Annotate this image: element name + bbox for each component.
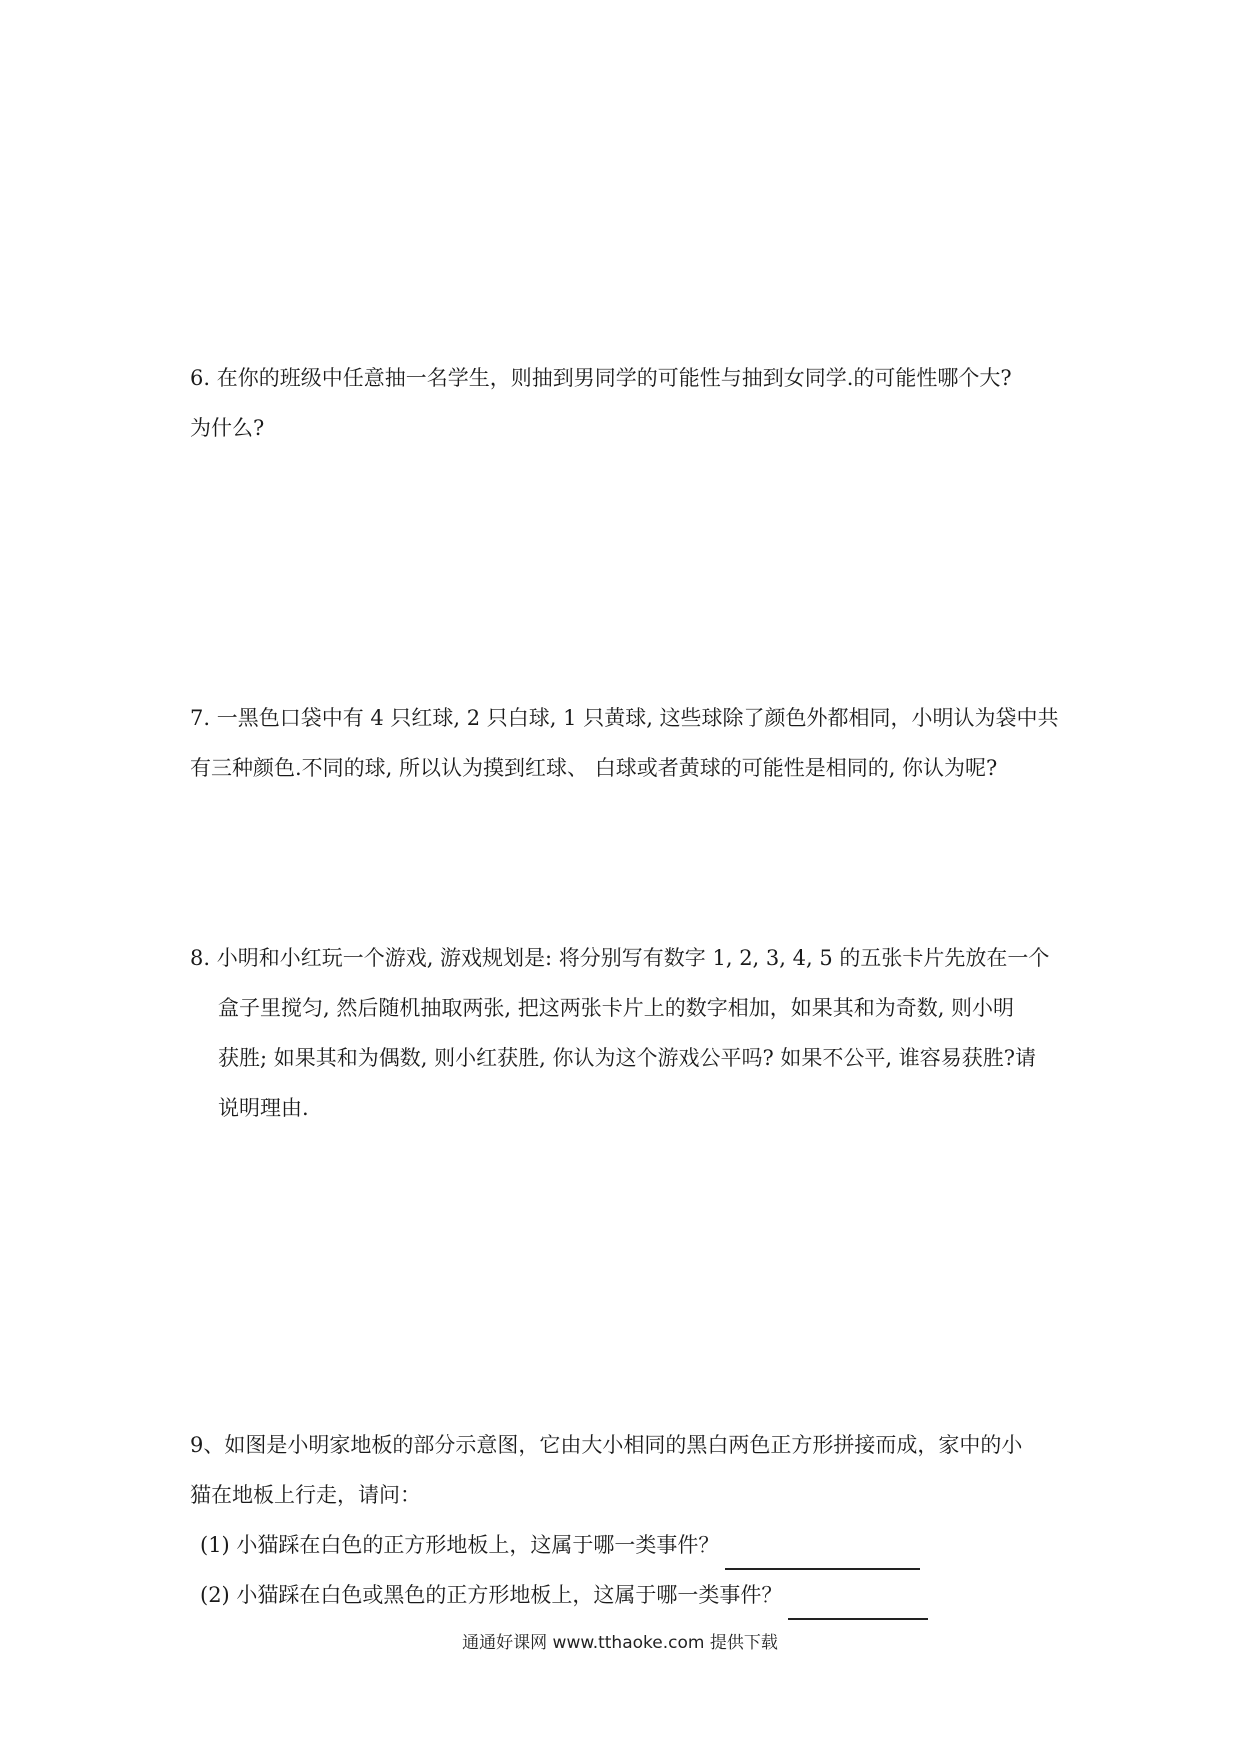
question-8-line-3: 获胜; 如果其和为偶数, 则小红获胜, 你认为这个游戏公平吗? 如果不公平, 谁容易获胜?请 <box>218 1046 1036 1070</box>
question-8-line-4: 说明理由. <box>218 1096 309 1120</box>
question-7-line-2: 有三种颜色.不同的球, 所以认为摸到红球、 白球或者黄球的可能性是相同的, 你认为呢? <box>190 756 998 780</box>
question-9 <box>190 1420 1070 1620</box>
page-footer: 通通好课网 www.tthaoke.com 提供下载 <box>462 1633 778 1653</box>
question-8 <box>190 933 1070 1133</box>
question-9-sub-1-text: (1) 小猫踩在白色的正方形地板上，这属于哪一类事件？ <box>200 1533 720 1557</box>
question-6 <box>190 353 1070 453</box>
question-8-line-2: 盒子里搅匀, 然后随机抽取两张, 把这两张卡片上的数字相加，如果其和为奇数, 则小明 <box>218 996 1015 1020</box>
question-9-sub-2-text: (2) 小猫踩在白色或黑色的正方形地板上，这属于哪一类事件？ <box>200 1583 783 1607</box>
answer-blank-2[interactable] <box>788 1588 928 1620</box>
question-6-line-1: 6. 在你的班级中任意抽一名学生，则抽到男同学的可能性与抽到女同学.的可能性哪个大? <box>190 366 1012 390</box>
question-6-line-2: 为什么? <box>190 416 265 440</box>
question-9-sub-2 <box>190 1570 1070 1620</box>
question-9-line-1: 9、如图是小明家地板的部分示意图，它由大小相同的黑白两色正方形拼接而成，家中的小 <box>190 1433 1023 1457</box>
question-9-sub-1 <box>190 1520 1070 1570</box>
answer-blank-1[interactable] <box>725 1538 920 1570</box>
question-7 <box>190 693 1070 793</box>
question-9-line-2: 猫在地板上行走，请问： <box>190 1483 421 1507</box>
question-7-line-1: 7. 一黑色口袋中有 4 只红球, 2 只白球, 1 只黄球, 这些球除了颜色外都相同，小明认为袋中共 <box>190 706 1059 730</box>
question-8-line-1: 8. 小明和小红玩一个游戏, 游戏规划是: 将分别写有数字 1, 2, 3, 4, 5 的五张卡片先放在一个 <box>190 946 1050 970</box>
